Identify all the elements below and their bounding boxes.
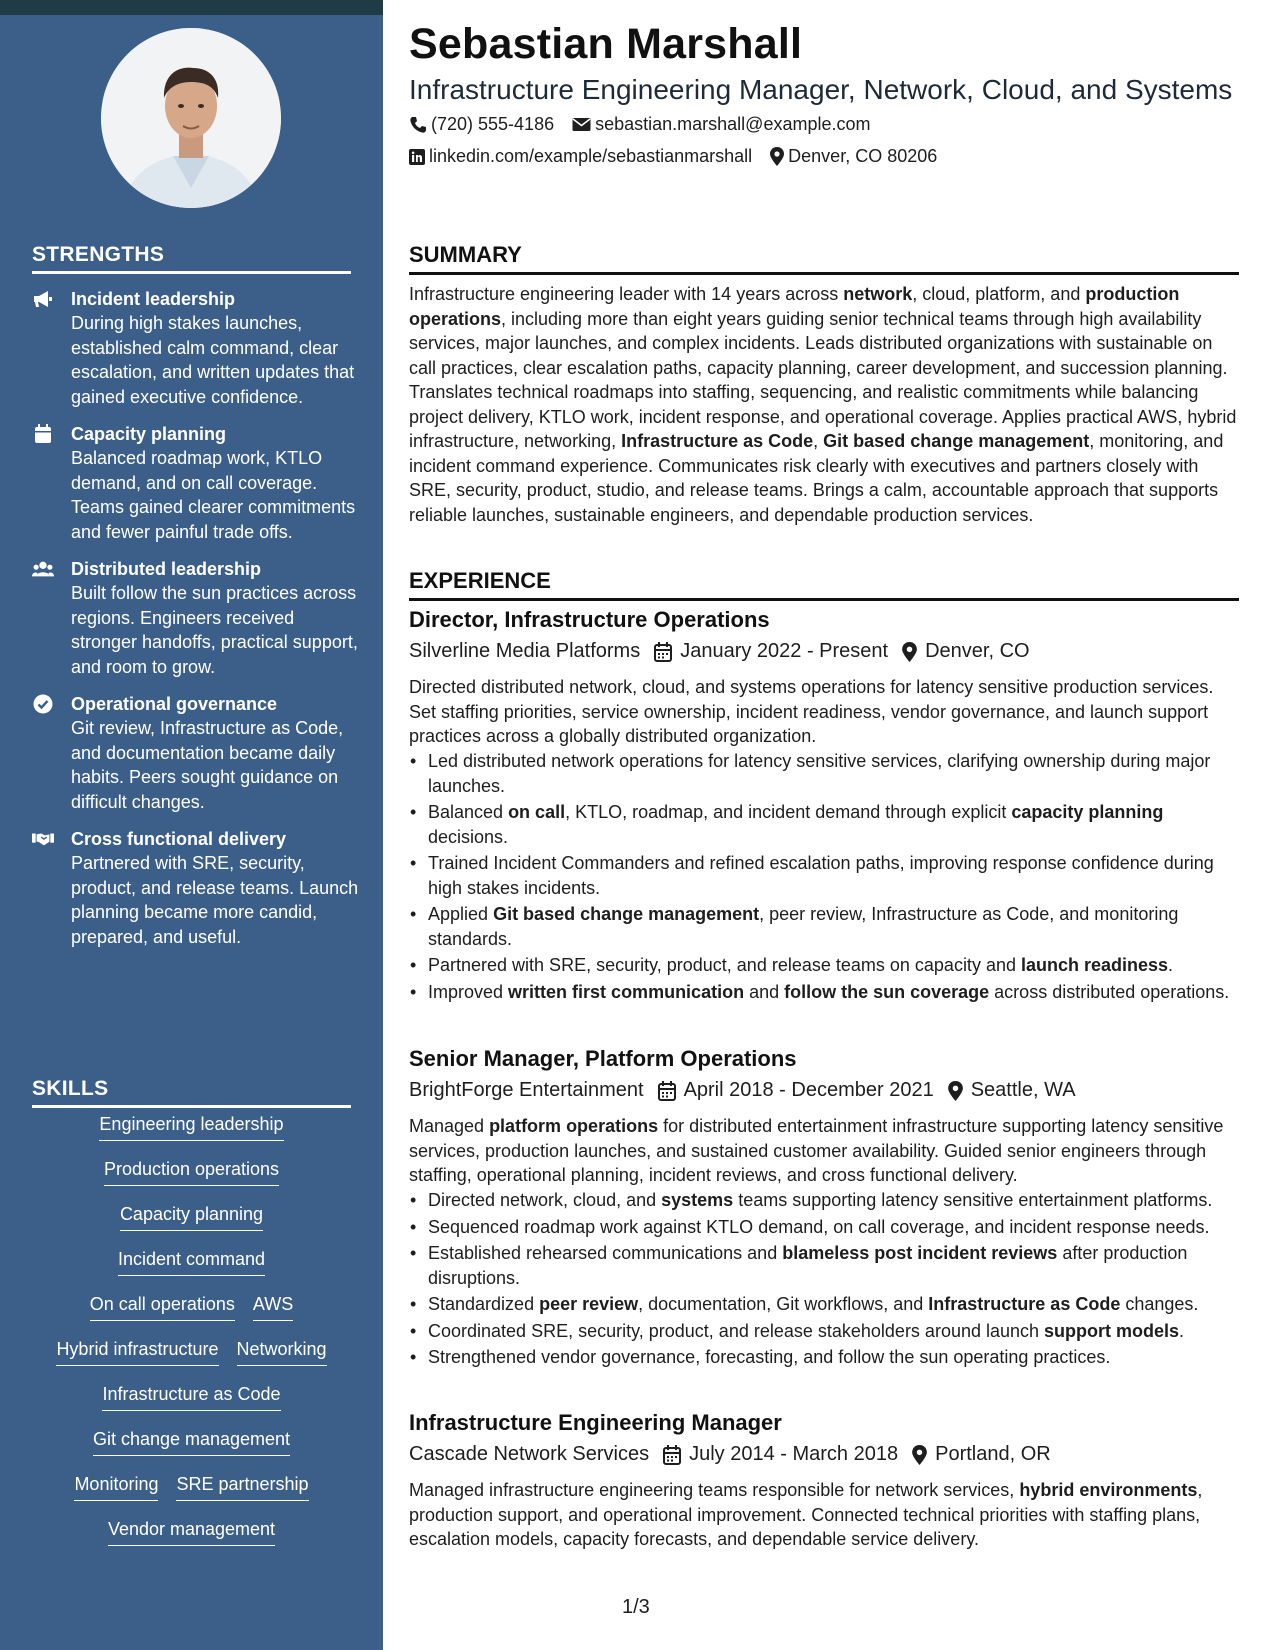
calendar-icon	[663, 1445, 681, 1465]
megaphone-icon	[32, 289, 54, 309]
users-icon	[32, 559, 54, 579]
strength-desc: Built follow the sun practices across regions. Engineers received stronger handoffs, practical support, and room to grow.	[71, 583, 358, 677]
page-number: 1/3	[622, 1596, 650, 1618]
job-location: Denver, CO	[925, 640, 1030, 662]
job-meta	[409, 1443, 1051, 1466]
skill-tag: Vendor management	[108, 1517, 275, 1546]
email-text: sebastian.marshall@example.com	[595, 114, 871, 134]
calendar-icon	[32, 424, 54, 444]
skill-tag: Capacity planning	[120, 1202, 263, 1231]
check-circle-icon	[32, 694, 54, 714]
list-item: • Sequenced roadmap work against KTLO demand, on call coverage, and incident response needs.	[409, 1215, 1239, 1240]
list-item: • Balanced on call, KTLO, roadmap, and incident demand through explicit capacity planning decisions.	[409, 800, 1239, 849]
list-item: • Led distributed network operations for latency sensitive services, clarifying ownership during major launches.	[409, 749, 1239, 798]
strength-title: Distributed leadership	[71, 559, 262, 579]
job-description: Managed platform operations for distributed entertainment infrastructure supporting latency sensitive services, production launches, and sustained customer availability. Guided senior engineers through staffing, operational planning, incident reviews, and cross functional delivery.	[409, 1116, 1224, 1185]
list-item: • Partnered with SRE, security, product, and release teams on capacity and launch readiness.	[409, 953, 1239, 978]
job-title: Director, Infrastructure Operations	[409, 607, 770, 632]
skill-tag: Engineering leadership	[99, 1112, 283, 1141]
map-pin-icon	[912, 1445, 927, 1465]
summary-text: Infrastructure engineering leader with 14 years across network, cloud, platform, and production operations, including more than eight years guiding senior technical teams through high availability services, major launches, and complex incidents. Leads distributed organizations with sustainable on call practices, clear escalation paths, capacity planning, career development, and succession planning. Translates technical roadmaps into staffing, sequencing, and realistic commitments while balancing project delivery, KTLO work, incident response, and operational coverage. Applies practical AWS, hybrid infrastructure, networking, Infrastructure as Code, Git based change management, monitoring, and incident command experience. Communicates risk clearly with executives and partners closely with SRE, security, product, studio, and release teams. Brings a calm, accountable approach that supports reliable launches, sustainable engineers, and dependable production services.	[409, 284, 1237, 525]
candidate-name: Sebastian Marshall	[409, 20, 803, 68]
job-title: Infrastructure Engineering Manager	[409, 1410, 782, 1435]
calendar-icon	[654, 642, 672, 662]
sidebar-top-bar	[0, 0, 383, 15]
avatar	[101, 28, 281, 208]
job-dates: January 2022 - Present	[680, 640, 889, 662]
phone-text: (720) 555-4186	[431, 114, 555, 134]
list-item: • Applied Git based change management, peer review, Infrastructure as Code, and monitoring standards.	[409, 902, 1239, 951]
strength-item	[32, 692, 362, 814]
contact-row-1	[409, 114, 870, 135]
candidate-role: Infrastructure Engineering Manager, Network, Cloud, and Systems	[409, 74, 1233, 105]
strength-desc: Balanced roadmap work, KTLO demand, and on call coverage. Teams gained clearer commitments and fewer painful trade offs.	[71, 448, 356, 542]
job-company: Cascade Network Services	[409, 1443, 650, 1465]
skill-tag: Git change management	[93, 1427, 290, 1456]
envelope-icon	[572, 117, 591, 132]
job-dates: July 2014 - March 2018	[689, 1443, 899, 1465]
strengths-list	[32, 287, 362, 962]
strength-item	[32, 827, 362, 949]
job-bullets	[409, 749, 1239, 1006]
location-text: Denver, CO 80206	[788, 146, 938, 166]
list-item: • Established rehearsed communications and blameless post incident reviews after production disruptions.	[409, 1241, 1239, 1290]
job-title: Senior Manager, Platform Operations	[409, 1046, 797, 1071]
strengths-heading: STRENGTHS	[32, 243, 351, 274]
skill-tag: Infrastructure as Code	[102, 1382, 280, 1411]
strength-desc: Git review, Infrastructure as Code, and documentation became daily habits. Peers sought guidance on difficult changes.	[71, 718, 344, 812]
skill-tag: Hybrid infrastructure	[56, 1337, 218, 1366]
handshake-icon	[32, 829, 54, 849]
list-item: • Trained Incident Commanders and refined escalation paths, improving response confidence during high stakes incidents.	[409, 851, 1239, 900]
calendar-icon	[658, 1081, 676, 1101]
job-bullets	[409, 1188, 1239, 1372]
profile-photo-icon	[101, 28, 281, 208]
strength-item	[32, 422, 362, 544]
strength-item	[32, 557, 362, 679]
list-item: • Strengthened vendor governance, forecasting, and follow the sun operating practices.	[409, 1345, 1239, 1370]
strength-title: Capacity planning	[71, 424, 227, 444]
list-item: • Coordinated SRE, security, product, and release stakeholders around launch support models.	[409, 1319, 1239, 1344]
skill-tag: SRE partnership	[176, 1472, 308, 1501]
experience-heading: EXPERIENCE	[409, 568, 1239, 601]
list-item: • Standardized peer review, documentation, Git workflows, and Infrastructure as Code changes.	[409, 1292, 1239, 1317]
job-location: Seattle, WA	[970, 1079, 1076, 1101]
strength-item	[32, 287, 362, 409]
strength-desc: Partnered with SRE, security, product, and release teams. Launch planning became more candid, prepared, and useful.	[71, 853, 359, 947]
skill-tag: On call operations	[90, 1292, 235, 1321]
job-meta	[409, 1079, 1076, 1102]
phone-icon	[409, 116, 427, 134]
job-location: Portland, OR	[935, 1443, 1051, 1465]
linkedin-text: linkedin.com/example/sebastianmarshall	[429, 146, 753, 166]
strength-desc: During high stakes launches, established calm command, clear escalation, and written updates that gained executive confidence.	[71, 313, 355, 407]
linkedin-icon	[409, 149, 425, 165]
summary-heading: SUMMARY	[409, 242, 1239, 275]
strength-title: Incident leadership	[71, 289, 236, 309]
map-pin-icon	[902, 642, 917, 662]
job-description: Managed infrastructure engineering teams responsible for network services, hybrid environments, production support, and operational improvement. Connected technical priorities with staffing plans, escalation models, capacity forecasts, and dependable service delivery.	[409, 1480, 1203, 1549]
list-item: • Directed network, cloud, and systems teams supporting latency sensitive entertainment platforms.	[409, 1188, 1239, 1213]
list-item: • Improved written first communication and follow the sun coverage across distributed operations.	[409, 980, 1239, 1005]
sidebar	[0, 15, 383, 1650]
skill-tag: Incident command	[118, 1247, 265, 1276]
skill-tag: Production operations	[104, 1157, 279, 1186]
skill-tag: Networking	[237, 1337, 327, 1366]
strength-title: Operational governance	[71, 694, 278, 714]
job-company: Silverline Media Platforms	[409, 640, 641, 662]
job-company: BrightForge Entertainment	[409, 1079, 644, 1101]
skill-tag: Monitoring	[74, 1472, 158, 1501]
strength-title: Cross functional delivery	[71, 829, 287, 849]
skills-list	[32, 1112, 351, 1562]
skills-heading: SKILLS	[32, 1077, 351, 1108]
skill-tag: AWS	[253, 1292, 293, 1321]
map-pin-icon	[948, 1081, 963, 1101]
contact-row-2	[409, 146, 937, 167]
job-dates: April 2018 - December 2021	[683, 1079, 934, 1101]
map-pin-icon	[770, 147, 784, 166]
job-description: Directed distributed network, cloud, and systems operations for latency sensitive production services. Set staffing priorities, service ownership, incident readiness, vendor governance, and launch support practices across a globally distributed organization.	[409, 677, 1214, 746]
job-meta	[409, 640, 1030, 663]
